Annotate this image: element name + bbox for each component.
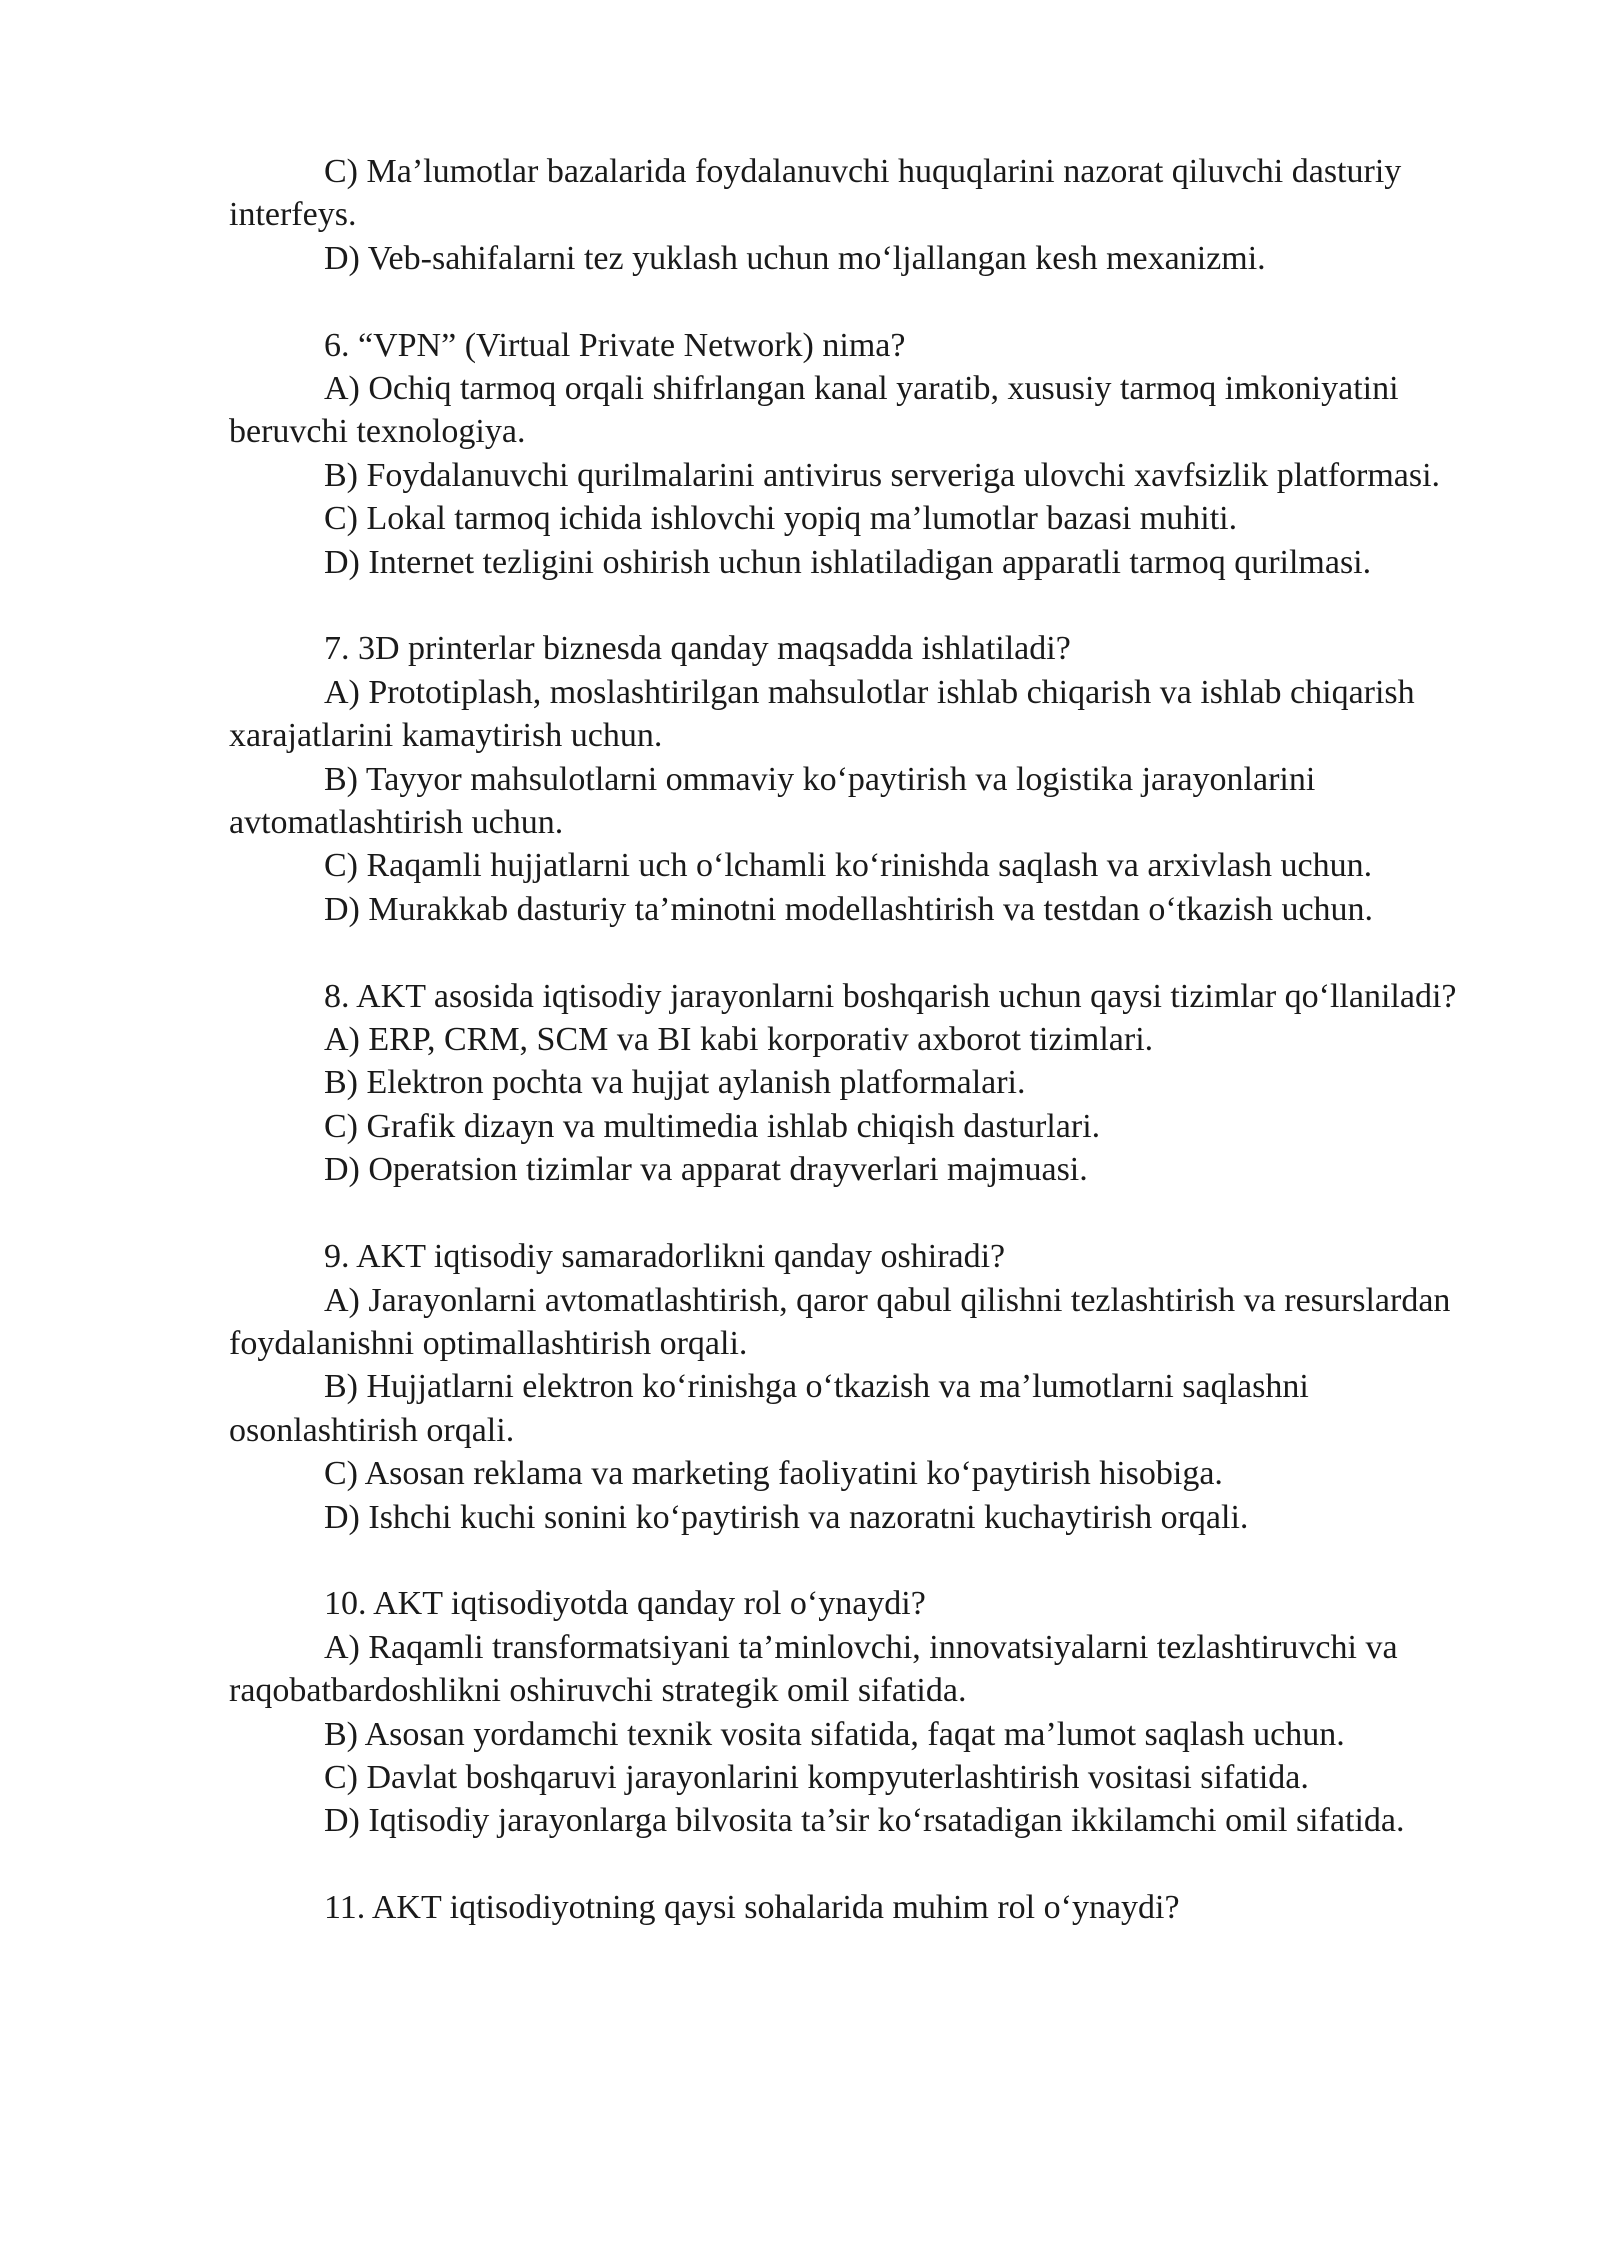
answer-option-a: A) Jarayonlarni avtomatlashtirish, qaror qabul qilishni tezlashtirish va resurslardan foydalanishni optimallashtirish orqali. — [229, 1281, 1451, 1362]
question-10 — [229, 1582, 1491, 1842]
previous-question-continuation — [229, 150, 1491, 280]
answer-option-a: A) Raqamli transformatsiyani ta’minlovchi, innovatsiyalarni tezlashtiruvchi va raqobatbardoshlikni oshiruvchi strategik omil sifatida. — [229, 1628, 1398, 1710]
question-8 — [229, 975, 1491, 1192]
answer-option-b: B) Foydalanuvchi qurilmalarini antivirus serveriga ulovchi xavfsizlik platformasi. — [324, 456, 1441, 494]
question-7 — [229, 627, 1491, 931]
answer-option-d: D) Ishchi kuchi sonini ko‘paytirish va nazoratni kuchaytirish orqali. — [324, 1498, 1249, 1536]
answer-option-b: B) Hujjatlarni elektron ko‘rinishga o‘tkazish va ma’lumotlarni saqlashni osonlashtirish orqali. — [229, 1368, 1309, 1449]
answer-option-d: D) Veb-sahifalarni tez yuklash uchun mo‘ljallangan kesh mexanizmi. — [324, 239, 1266, 277]
answer-option-d: D) Iqtisodiy jarayonlarga bilvosita ta’sir ko‘rsatadigan ikkilamchi omil sifatida. — [324, 1802, 1405, 1840]
document-page — [229, 150, 1491, 1930]
question-text: 6. “VPN” (Virtual Private Network) nima? — [324, 326, 906, 364]
answer-option-d: D) Murakkab dasturiy ta’minotni modellashtirish va testdan o‘tkazish uchun. — [324, 890, 1374, 928]
question-text: 11. AKT iqtisodiyotning qaysi sohalarida muhim rol o‘ynaydi? — [324, 1889, 1180, 1927]
answer-option-b: B) Tayyor mahsulotlarni ommaviy ko‘paytirish va logistika jarayonlarini avtomatlashtirish uchun. — [229, 760, 1316, 842]
spacer — [229, 931, 1491, 974]
question-text: 8. AKT asosida iqtisodiy jarayonlarni boshqarish uchun qaysi tizimlar qo‘llaniladi? — [324, 977, 1457, 1015]
answer-option-b: B) Elektron pochta va hujjat aylanish platformalari. — [324, 1064, 1026, 1102]
answer-option-b: B) Asosan yordamchi texnik vosita sifatida, faqat ma’lumot saqlash uchun. — [324, 1715, 1345, 1753]
answer-option-c: C) Raqamli hujjatlarni uch o‘lchamli ko‘rinishda saqlash va arxivlash uchun. — [324, 847, 1373, 885]
spacer — [229, 280, 1491, 323]
spacer — [229, 1192, 1491, 1235]
spacer — [229, 584, 1491, 627]
answer-option-d: D) Operatsion tizimlar va apparat drayverlari majmuasi. — [324, 1151, 1088, 1189]
question-text: 10. AKT iqtisodiyotda qanday rol o‘ynaydi? — [324, 1585, 926, 1623]
answer-option-c: C) Grafik dizayn va multimedia ishlab chiqish dasturlari. — [324, 1107, 1101, 1145]
answer-option-a: A) Prototiplash, moslashtirilgan mahsulotlar ishlab chiqarish va ishlab chiqarish xarajatlarini kamaytirish uchun. — [229, 673, 1415, 755]
question-text: 7. 3D printerlar biznesda qanday maqsadda ishlatiladi? — [324, 630, 1071, 668]
answer-option-c: C) Asosan reklama va marketing faoliyatini ko‘paytirish hisobiga. — [324, 1455, 1223, 1493]
answer-option-c: C) Lokal tarmoq ichida ishlovchi yopiq ma’lumotlar bazasi muhiti. — [324, 500, 1238, 538]
answer-option-d: D) Internet tezligini oshirish uchun ishlatiladigan apparatli tarmoq qurilmasi. — [324, 543, 1372, 581]
question-text: 9. AKT iqtisodiy samaradorlikni qanday oshiradi? — [324, 1238, 1006, 1276]
answer-option-a: A) ERP, CRM, SCM va BI kabi korporativ axborot tizimlari. — [324, 1021, 1154, 1059]
answer-option-c: C) Davlat boshqaruvi jarayonlarini kompyuterlashtirish vositasi sifatida. — [324, 1758, 1309, 1796]
answer-option-a: A) Ochiq tarmoq orqali shifrlangan kanal yaratib, xususiy tarmoq imkoniyatini beruvchi texnologiya. — [229, 370, 1399, 451]
spacer — [229, 1843, 1491, 1886]
question-9 — [229, 1235, 1491, 1539]
question-11 — [229, 1886, 1491, 1929]
answer-option-c: C) Ma’lumotlar bazalarida foydalanuvchi huquqlarini nazorat qiluvchi dasturiy interfeys. — [229, 153, 1402, 234]
spacer — [229, 1539, 1491, 1582]
question-6 — [229, 324, 1491, 584]
